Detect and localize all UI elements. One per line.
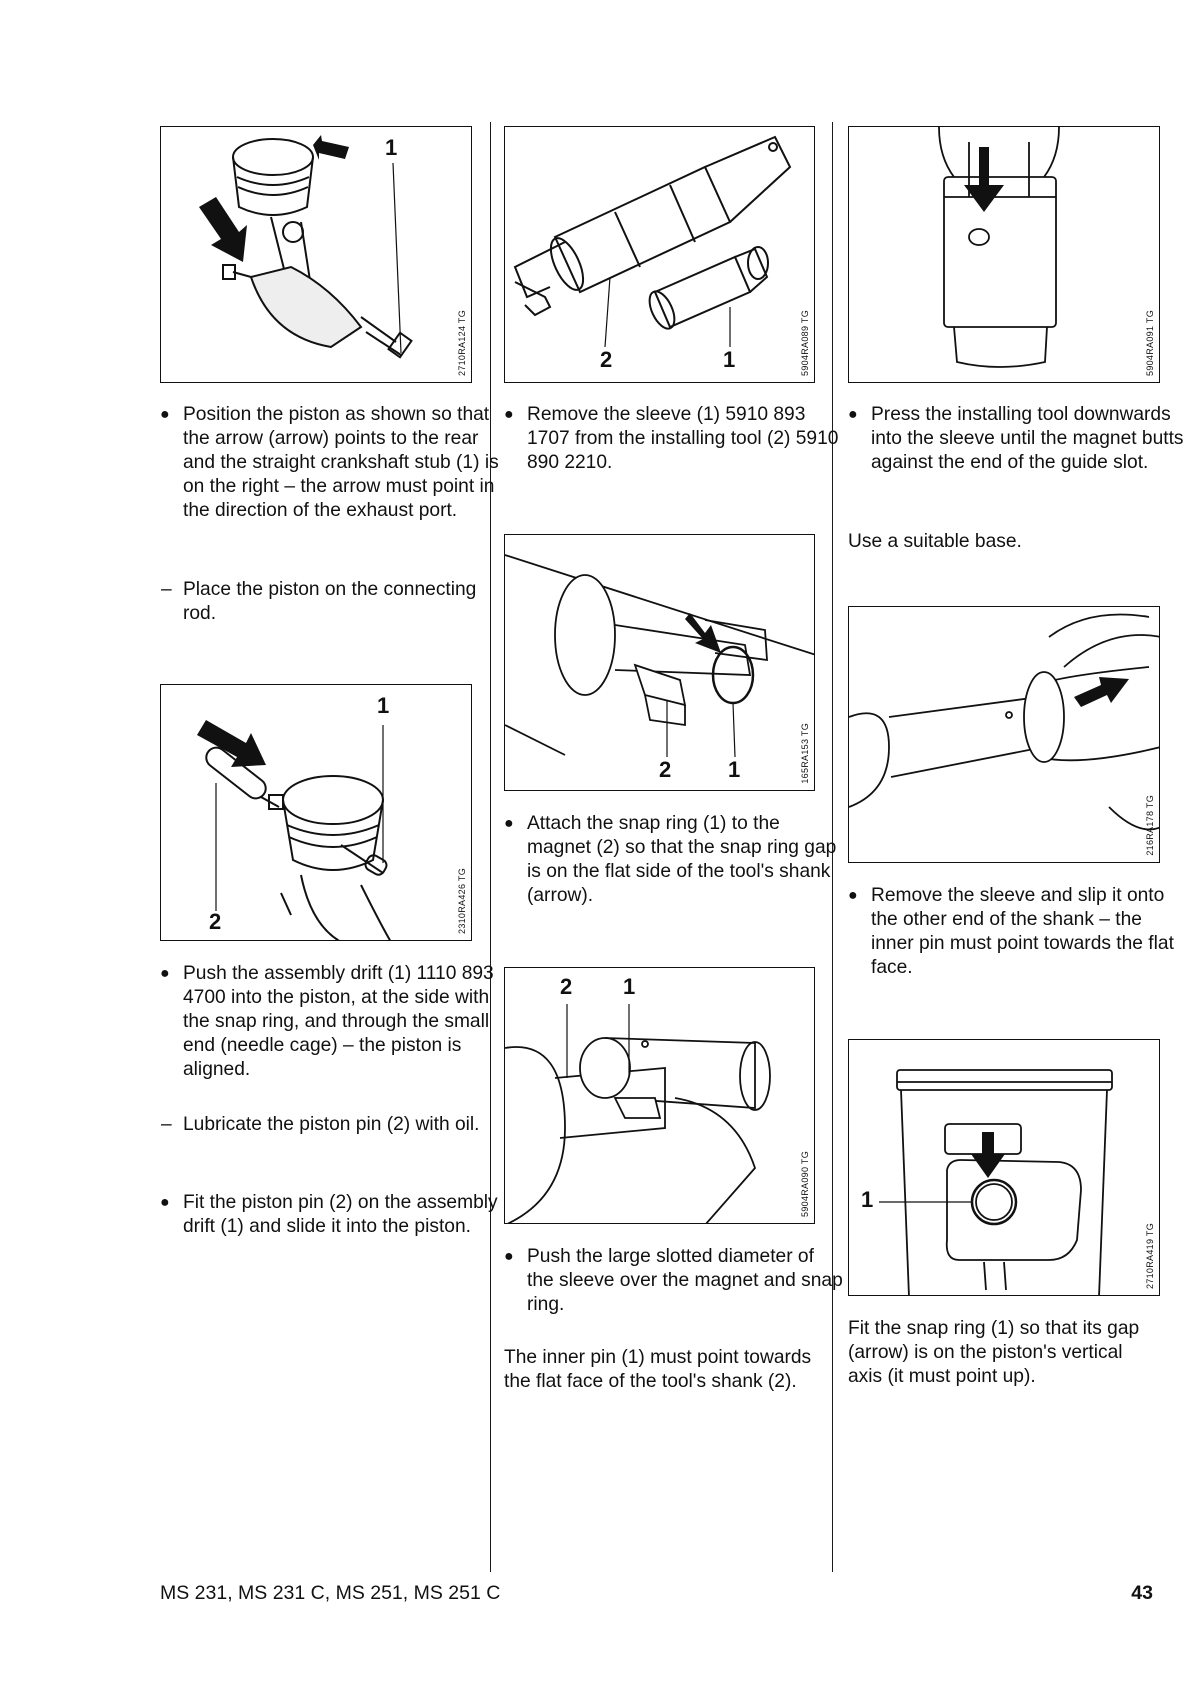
left-arrow-icon	[313, 135, 349, 160]
callout-1: 1	[728, 757, 741, 782]
callout-2: 2	[659, 757, 672, 782]
figure-assembly-drift	[160, 684, 472, 941]
figure-installing-tool	[504, 126, 815, 383]
note-text: Fit the snap ring (1) so that its gap (arrow) is on the piston's vertical axis (it must point up).	[848, 1318, 1140, 1387]
piston-crankshaft-illustration	[161, 127, 472, 383]
note-text: Use a suitable base.	[848, 531, 1022, 552]
instruction-bullet: ● Press the installing tool downwards into the sleeve until the magnet butts against the end of the guide slot.	[848, 403, 1189, 475]
snap-ring-magnet-illustration	[505, 535, 815, 791]
instruction-bullet: ● Push the large slotted diameter of the sleeve over the magnet and snap ring.	[504, 1245, 845, 1317]
footer-models: MS 231, MS 231 C, MS 251, MS 251 C	[160, 1582, 501, 1604]
callout-1: 1	[723, 347, 736, 372]
figure-code: 2310RA426 TG	[457, 868, 467, 934]
callout-1: 1	[385, 135, 398, 160]
figure-code: 2710RA124 TG	[457, 310, 467, 376]
instruction-dash: – Place the piston on the connecting rod.	[160, 578, 501, 626]
instruction-bullet: ● Remove the sleeve (1) 5910 893 1707 from the installing tool (2) 5910 890 2210.	[504, 403, 845, 475]
callout-1: 1	[861, 1187, 874, 1212]
instruction-bullet: ● Position the piston as shown so that the arrow (arrow) points to the rear and the straight crankshaft stub (1) is on the right – the arrow must point in the direction of the exhaust port.	[160, 403, 501, 523]
snap-ring-gap-illustration	[849, 1040, 1160, 1296]
figure-code: 165RA153 TG	[800, 723, 810, 784]
figure-press-tool	[848, 126, 1160, 383]
figure-sleeve-over-magnet	[504, 967, 815, 1224]
instruction-bullet: ● Fit the piston pin (2) on the assembly drift (1) and slide it into the piston.	[160, 1191, 501, 1239]
remove-sleeve-illustration	[849, 607, 1160, 863]
callout-1: 1	[623, 974, 636, 999]
figure-snap-ring-magnet	[504, 534, 815, 791]
instruction-bullet: ● Remove the sleeve and slip it onto the other end of the shank – the inner pin must point towards the flat face.	[848, 884, 1189, 980]
figure-code: 216RA178 TG	[1145, 795, 1155, 856]
instruction-bullet: ● Push the assembly drift (1) 1110 893 4700 into the piston, at the side with the snap ring, and through the small end (needle cage) – the piston is aligned.	[160, 962, 501, 1082]
figure-piston-position	[160, 126, 472, 383]
page-number: 43	[1131, 1582, 1153, 1604]
note-text: The inner pin (1) must point towards the flat face of the tool's shank (2).	[504, 1347, 812, 1392]
figure-code: 5904RA090 TG	[800, 1151, 810, 1217]
callout-2: 2	[600, 347, 613, 372]
figure-code: 5904RA089 TG	[800, 310, 810, 376]
instruction-bullet: ● Attach the snap ring (1) to the magnet (2) so that the snap ring gap is on the flat side of the tool's shank (arrow).	[504, 812, 845, 908]
instruction-dash: – Lubricate the piston pin (2) with oil.	[160, 1113, 501, 1137]
sleeve-magnet-illustration	[505, 968, 815, 1224]
left-arrow-icon	[1074, 677, 1129, 707]
figure-snap-ring-gap	[848, 1039, 1160, 1296]
down-arrow-icon	[971, 1132, 1005, 1178]
press-tool-illustration	[849, 127, 1160, 383]
installing-tool-illustration	[505, 127, 815, 383]
figure-code: 5904RA091 TG	[1145, 310, 1155, 376]
figure-code: 2710RA419 TG	[1145, 1223, 1155, 1289]
assembly-drift-illustration	[161, 685, 472, 941]
callout-2: 2	[560, 974, 573, 999]
figure-remove-sleeve	[848, 606, 1160, 863]
column-divider-1	[490, 122, 491, 1572]
callout-1: 1	[377, 693, 390, 718]
callout-2: 2	[209, 909, 222, 934]
